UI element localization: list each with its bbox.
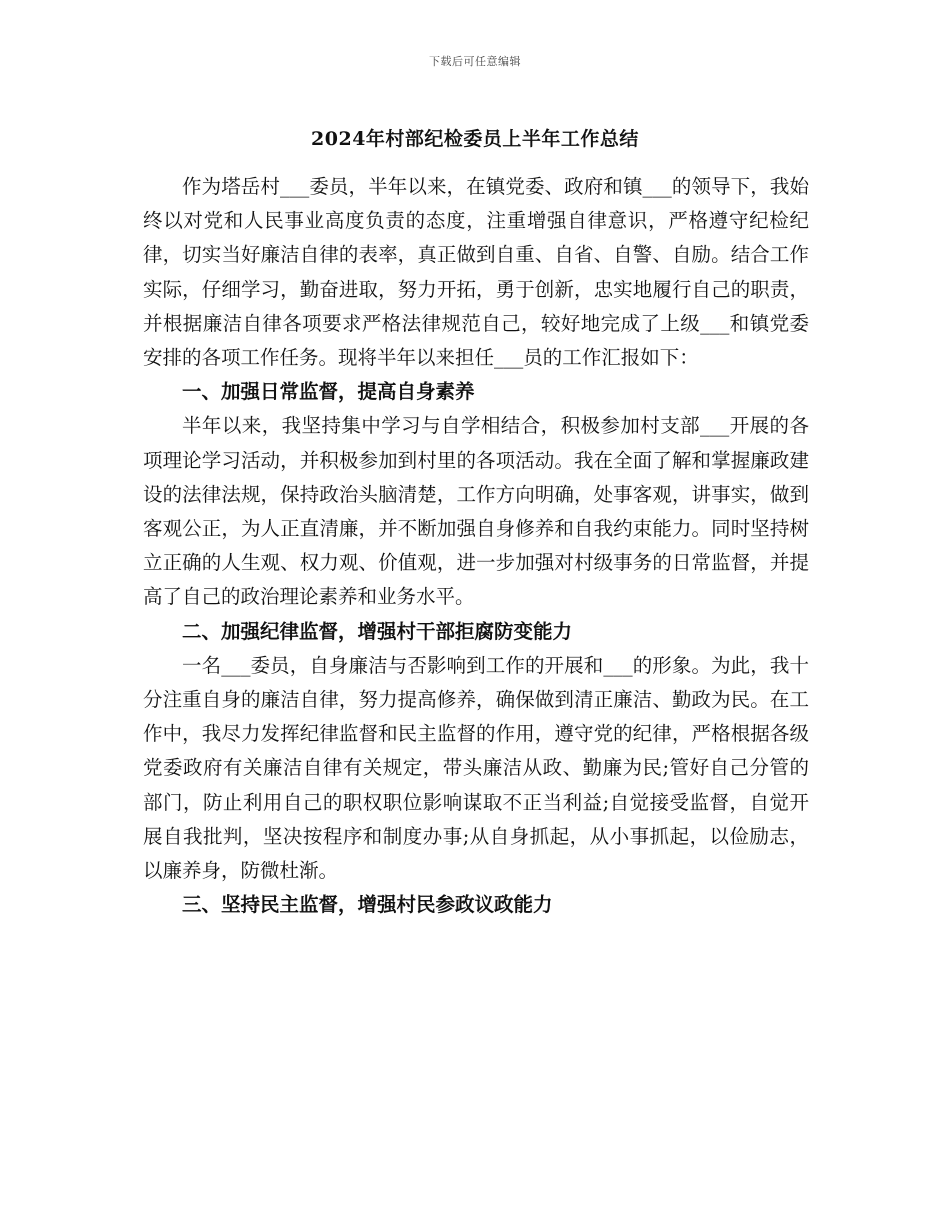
section-1-heading: 一、加强日常监督，提高自身素养 (182, 380, 475, 404)
section-3-heading: 三、坚持民主监督，增强村民参政议政能力 (182, 893, 553, 917)
section-1-paragraph: 半年以来，我坚持集中学习与自学相结合，积极参加村支部___开展的各项理论学习活动，并积极参加到村里的各项活动。我在全面了解和掌握廉政建设的法律法规，保持政治头脑清楚，工作方向明确，处事客观，讲事实，做到客观公正，为人正直清廉，并不断加强自身修养和自我约束能力。同时坚持树立正确的人生观、权力观、价值观，进一步加强对村级事务的日常监督，并提高了自己的政治理论素养和业务水平。 (143, 414, 809, 609)
section-2-heading: 二、加强纪律监督，增强村干部拒腐防变能力 (182, 619, 573, 643)
document-body (143, 170, 809, 922)
section-2-paragraph: 一名___委员，自身廉洁与否影响到工作的开展和___的形象。为此，我十分注重自身的廉洁自律，努力提高修养，确保做到清正廉洁、勤政为民。在工作中，我尽力发挥纪律监督和民主监督的作用，遵守党的纪律，严格根据各级党委政府有关廉洁自律有关规定，带头廉洁从政、勤廉为民;管好自己分管的部门，防止利用自己的职权职位影响谋取不正当利益;自觉接受监督，自觉开展自我批判，坚决按程序和制度办事;从自身抓起，从小事抓起，以俭励志，以廉养身，防微杜渐。 (143, 653, 809, 883)
header-note: 下载后可任意编辑 (429, 55, 521, 68)
document-title: 2024年村部纪检委员上半年工作总结 (311, 128, 639, 150)
intro-paragraph: 作为塔岳村___委员，半年以来，在镇党委、政府和镇___的领导下，我始终以对党和人民事业高度负责的态度，注重增强自律意识，严格遵守纪检纪律，切实当好廉洁自律的表率，真正做到自重、自省、自警、自励。结合工作实际，仔细学习，勤奋进取，努力开拓，勇于创新，忠实地履行自己的职责，并根据廉洁自律各项要求严格法律规范自己，较好地完成了上级___和镇党委安排的各项工作任务。现将半年以来担任___员的工作汇报如下： (143, 175, 809, 370)
